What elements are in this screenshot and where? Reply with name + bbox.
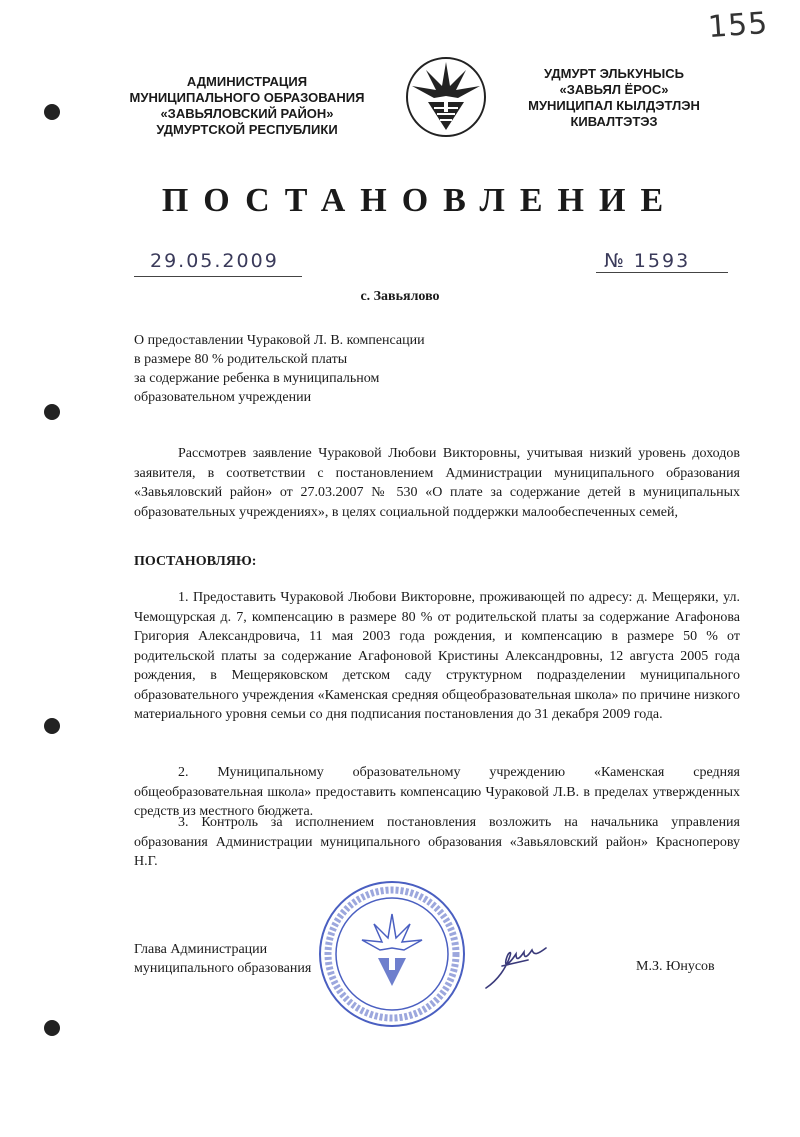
header-left-line: УДМУРТСКОЙ РЕСПУБЛИКИ (156, 122, 338, 137)
header-left-line: «ЗАВЬЯЛОВСКИЙ РАЙОН» (160, 106, 334, 121)
decree-item-1: 1. Предоставить Чураковой Любови Викторовне, проживающей по адресу: д. Мещеряки, ул. Чемощурская д. 7, компенсацию в размере 80 % от родительской платы за содержание Агафонова Григория Александровича, 11 мая 2003 года рождения, и компенсацию в размере 50 % от родительской платы за содержание Агафоновой Кристины Александровны, 12 августа 2005 года рождения, в Мещеряковском детском саду структурном подразделении муниципального образовательного учреждения «Каменская средняя общеобразовательная школа» по причине низкого материального уровня семьи со дня подписания постановления до 31 декабря 2009 года. (134, 590, 740, 722)
punch-hole (44, 718, 60, 734)
header-right-line: КИВАЛТЭТЭЗ (570, 114, 658, 129)
header-left-line: АДМИНИСТРАЦИЯ (186, 74, 308, 89)
signatory-position (134, 940, 311, 978)
header-right-block (496, 66, 732, 130)
punch-hole (44, 104, 60, 120)
header-left-line: МУНИЦИПАЛЬНОГО ОБРАЗОВАНИЯ (129, 90, 365, 105)
header-right-line: «ЗАВЬЯЛ ЁРОС» (559, 82, 669, 97)
punch-hole (44, 1020, 60, 1036)
subject-line: образовательном учреждении (134, 390, 312, 405)
subject-line: в размере 80 % родительской платы (134, 352, 348, 367)
decree-heading: ПОСТАНОВЛЯЮ: (134, 554, 257, 569)
signatory-position-line: муниципального образования (134, 961, 312, 976)
decree-item-2: 2. Муниципальному образовательному учреждению «Каменская средняя общеобразовательная школа» предоставить компенсацию Чураковой Л.В. в пределах утвержденных средств из местного бюджета. (134, 765, 740, 819)
place-of-issue: с. Завьялово (360, 289, 440, 304)
signatory-name: М.З. Юнусов (636, 959, 715, 974)
punch-hole (44, 404, 60, 420)
handwritten-document-number: № 1593 (604, 250, 691, 272)
official-seal-icon (316, 878, 468, 1030)
handwritten-signature (482, 940, 552, 994)
document-title: ПОСТАНОВЛЕНИЕ (161, 182, 679, 219)
subject-line: за содержание ребенка в муниципальном (134, 371, 380, 386)
header-right-line: МУНИЦИПАЛ КЫЛДЭТЛЭН (528, 98, 700, 113)
subject-line: О предоставлении Чураковой Л. В. компенсации (134, 333, 425, 348)
date-underline (134, 276, 302, 277)
district-emblem-icon (404, 56, 488, 138)
handwritten-page-number: 155 (706, 5, 770, 46)
subject-block (134, 331, 494, 407)
header-left-block (108, 74, 386, 138)
number-underline (596, 272, 728, 273)
preamble-paragraph: Рассмотрев заявление Чураковой Любови Викторовны, учитывая низкий уровень доходов заявителя, в соответствии с постановлением Администрации муниципального образования «Завьяловский район» от 27.03.2007 № 530 «О плате за содержание детей в муниципальных образовательных учреждениях», в целях социальной поддержки малообеспеченных семей, (134, 446, 740, 520)
header-right-line: УДМУРТ ЭЛЬКУНЫСЬ (543, 66, 685, 81)
decree-item-3: 3. Контроль за исполнением постановления возложить на начальника управления образования Администрации муниципального образования «Завьяловский район» Красноперову Н.Г. (134, 815, 740, 869)
handwritten-date: 29.05.2009 (150, 250, 279, 272)
signatory-position-line: Глава Администрации (134, 942, 268, 957)
